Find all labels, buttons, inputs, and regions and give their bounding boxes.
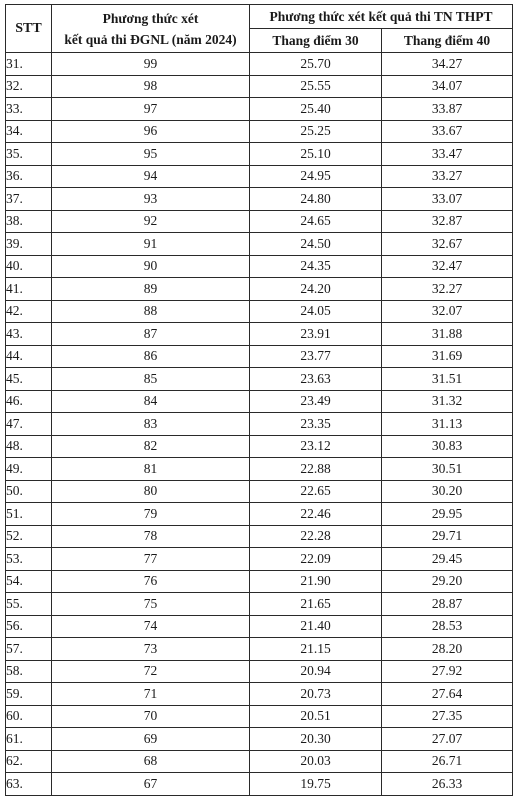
cell-scale-40: 28.53 (382, 615, 513, 638)
cell-stt: 51. (6, 503, 52, 526)
table-row (6, 323, 513, 346)
cell-scale-30: 24.35 (250, 255, 382, 278)
cell-scale-30: 20.51 (250, 705, 382, 728)
table-row (6, 683, 513, 706)
table-row (6, 345, 513, 368)
cell-scale-30: 25.70 (250, 53, 382, 76)
table-row (6, 390, 513, 413)
cell-dgnl: 69 (52, 728, 250, 751)
cell-stt: 61. (6, 728, 52, 751)
cell-dgnl: 76 (52, 570, 250, 593)
cell-dgnl: 93 (52, 188, 250, 211)
cell-scale-30: 24.95 (250, 165, 382, 188)
table-row (6, 143, 513, 166)
cell-dgnl: 97 (52, 98, 250, 121)
table-row (6, 638, 513, 661)
table-row (6, 728, 513, 751)
header-dgnl (52, 5, 250, 53)
cell-dgnl: 80 (52, 480, 250, 503)
cell-dgnl: 82 (52, 435, 250, 458)
cell-stt: 44. (6, 345, 52, 368)
cell-dgnl: 78 (52, 525, 250, 548)
cell-stt: 41. (6, 278, 52, 301)
cell-dgnl: 96 (52, 120, 250, 143)
cell-dgnl: 95 (52, 143, 250, 166)
cell-stt: 37. (6, 188, 52, 211)
table-row (6, 120, 513, 143)
cell-stt: 42. (6, 300, 52, 323)
cell-stt: 59. (6, 683, 52, 706)
cell-scale-30: 25.40 (250, 98, 382, 121)
cell-scale-30: 20.94 (250, 660, 382, 683)
cell-dgnl: 74 (52, 615, 250, 638)
cell-dgnl: 81 (52, 458, 250, 481)
cell-scale-30: 24.65 (250, 210, 382, 233)
cell-scale-40: 29.95 (382, 503, 513, 526)
table-row (6, 368, 513, 391)
cell-scale-40: 31.88 (382, 323, 513, 346)
cell-scale-30: 24.05 (250, 300, 382, 323)
cell-scale-40: 31.51 (382, 368, 513, 391)
table-row (6, 300, 513, 323)
cell-scale-40: 33.87 (382, 98, 513, 121)
cell-dgnl: 99 (52, 53, 250, 76)
table-row (6, 188, 513, 211)
cell-stt: 50. (6, 480, 52, 503)
cell-scale-30: 20.30 (250, 728, 382, 751)
cell-scale-40: 32.27 (382, 278, 513, 301)
cell-scale-40: 33.67 (382, 120, 513, 143)
cell-scale-40: 29.45 (382, 548, 513, 571)
header-scale-40: Thang điểm 40 (382, 29, 513, 53)
cell-scale-30: 22.46 (250, 503, 382, 526)
table-row (6, 548, 513, 571)
cell-scale-30: 21.40 (250, 615, 382, 638)
table-header (6, 5, 513, 53)
cell-scale-40: 32.47 (382, 255, 513, 278)
cell-stt: 55. (6, 593, 52, 616)
cell-stt: 52. (6, 525, 52, 548)
cell-scale-40: 28.87 (382, 593, 513, 616)
table-body (6, 53, 513, 796)
cell-dgnl: 94 (52, 165, 250, 188)
cell-stt: 33. (6, 98, 52, 121)
cell-scale-30: 20.73 (250, 683, 382, 706)
cell-stt: 35. (6, 143, 52, 166)
table-row (6, 525, 513, 548)
cell-scale-40: 34.27 (382, 53, 513, 76)
cell-dgnl: 98 (52, 75, 250, 98)
cell-scale-40: 28.20 (382, 638, 513, 661)
cell-scale-40: 30.20 (382, 480, 513, 503)
table-row (6, 435, 513, 458)
cell-scale-30: 22.28 (250, 525, 382, 548)
header-stt: STT (6, 5, 52, 53)
cell-stt: 43. (6, 323, 52, 346)
cell-scale-40: 31.13 (382, 413, 513, 436)
cell-dgnl: 71 (52, 683, 250, 706)
table-row (6, 750, 513, 773)
table-row (6, 75, 513, 98)
cell-scale-40: 31.32 (382, 390, 513, 413)
cell-dgnl: 75 (52, 593, 250, 616)
table-row (6, 98, 513, 121)
cell-dgnl: 85 (52, 368, 250, 391)
cell-scale-40: 26.71 (382, 750, 513, 773)
cell-stt: 32. (6, 75, 52, 98)
cell-scale-30: 22.09 (250, 548, 382, 571)
cell-scale-30: 24.20 (250, 278, 382, 301)
cell-stt: 46. (6, 390, 52, 413)
table-row (6, 165, 513, 188)
cell-scale-30: 23.63 (250, 368, 382, 391)
cell-dgnl: 67 (52, 773, 250, 796)
cell-scale-40: 33.07 (382, 188, 513, 211)
cell-scale-40: 27.07 (382, 728, 513, 751)
cell-stt: 48. (6, 435, 52, 458)
cell-stt: 53. (6, 548, 52, 571)
cell-stt: 39. (6, 233, 52, 256)
cell-scale-30: 25.55 (250, 75, 382, 98)
cell-stt: 40. (6, 255, 52, 278)
table-row (6, 705, 513, 728)
cell-dgnl: 77 (52, 548, 250, 571)
cell-scale-30: 23.35 (250, 413, 382, 436)
cell-scale-40: 34.07 (382, 75, 513, 98)
table-row (6, 458, 513, 481)
cell-scale-30: 22.65 (250, 480, 382, 503)
cell-scale-40: 27.64 (382, 683, 513, 706)
table-row (6, 480, 513, 503)
cell-stt: 45. (6, 368, 52, 391)
cell-dgnl: 88 (52, 300, 250, 323)
table-row (6, 53, 513, 76)
cell-dgnl: 84 (52, 390, 250, 413)
cell-scale-30: 24.80 (250, 188, 382, 211)
table-row (6, 413, 513, 436)
cell-scale-30: 25.10 (250, 143, 382, 166)
cell-scale-30: 22.88 (250, 458, 382, 481)
cell-scale-30: 24.50 (250, 233, 382, 256)
header-scale-30: Thang điểm 30 (250, 29, 382, 53)
table-row (6, 570, 513, 593)
cell-dgnl: 86 (52, 345, 250, 368)
cell-stt: 47. (6, 413, 52, 436)
cell-stt: 60. (6, 705, 52, 728)
table-row (6, 255, 513, 278)
cell-scale-30: 23.77 (250, 345, 382, 368)
table-row (6, 278, 513, 301)
cell-scale-30: 23.12 (250, 435, 382, 458)
table-row (6, 210, 513, 233)
cell-scale-30: 20.03 (250, 750, 382, 773)
table-row (6, 615, 513, 638)
cell-dgnl: 79 (52, 503, 250, 526)
cell-scale-40: 30.83 (382, 435, 513, 458)
cell-stt: 49. (6, 458, 52, 481)
table-row (6, 503, 513, 526)
cell-scale-30: 21.90 (250, 570, 382, 593)
cell-dgnl: 73 (52, 638, 250, 661)
cell-scale-40: 32.87 (382, 210, 513, 233)
cell-stt: 36. (6, 165, 52, 188)
table-row (6, 593, 513, 616)
cell-dgnl: 89 (52, 278, 250, 301)
table-row (6, 773, 513, 796)
cell-scale-40: 31.69 (382, 345, 513, 368)
score-conversion-table (5, 4, 513, 796)
cell-scale-40: 33.47 (382, 143, 513, 166)
cell-stt: 31. (6, 53, 52, 76)
cell-scale-40: 27.35 (382, 705, 513, 728)
cell-stt: 54. (6, 570, 52, 593)
table-row (6, 660, 513, 683)
table-row (6, 233, 513, 256)
cell-stt: 58. (6, 660, 52, 683)
header-dgnl-line2: kết quả thi ĐGNL (năm 2024) (64, 31, 237, 47)
cell-dgnl: 91 (52, 233, 250, 256)
cell-stt: 57. (6, 638, 52, 661)
cell-dgnl: 92 (52, 210, 250, 233)
cell-scale-40: 27.92 (382, 660, 513, 683)
cell-stt: 34. (6, 120, 52, 143)
cell-scale-40: 29.20 (382, 570, 513, 593)
cell-dgnl: 87 (52, 323, 250, 346)
header-dgnl-line1: Phương thức xét (102, 10, 199, 26)
cell-scale-40: 32.07 (382, 300, 513, 323)
cell-scale-30: 19.75 (250, 773, 382, 796)
cell-scale-40: 30.51 (382, 458, 513, 481)
cell-scale-30: 25.25 (250, 120, 382, 143)
cell-stt: 63. (6, 773, 52, 796)
header-tn-thpt: Phương thức xét kết quả thi TN THPT (250, 5, 513, 29)
cell-dgnl: 83 (52, 413, 250, 436)
cell-dgnl: 68 (52, 750, 250, 773)
cell-dgnl: 90 (52, 255, 250, 278)
cell-scale-30: 23.49 (250, 390, 382, 413)
cell-scale-30: 23.91 (250, 323, 382, 346)
cell-scale-30: 21.65 (250, 593, 382, 616)
cell-dgnl: 72 (52, 660, 250, 683)
cell-dgnl: 70 (52, 705, 250, 728)
cell-scale-40: 32.67 (382, 233, 513, 256)
cell-scale-40: 33.27 (382, 165, 513, 188)
cell-stt: 62. (6, 750, 52, 773)
cell-scale-40: 29.71 (382, 525, 513, 548)
cell-scale-30: 21.15 (250, 638, 382, 661)
header-row-top (6, 5, 513, 29)
cell-scale-40: 26.33 (382, 773, 513, 796)
cell-stt: 38. (6, 210, 52, 233)
cell-stt: 56. (6, 615, 52, 638)
